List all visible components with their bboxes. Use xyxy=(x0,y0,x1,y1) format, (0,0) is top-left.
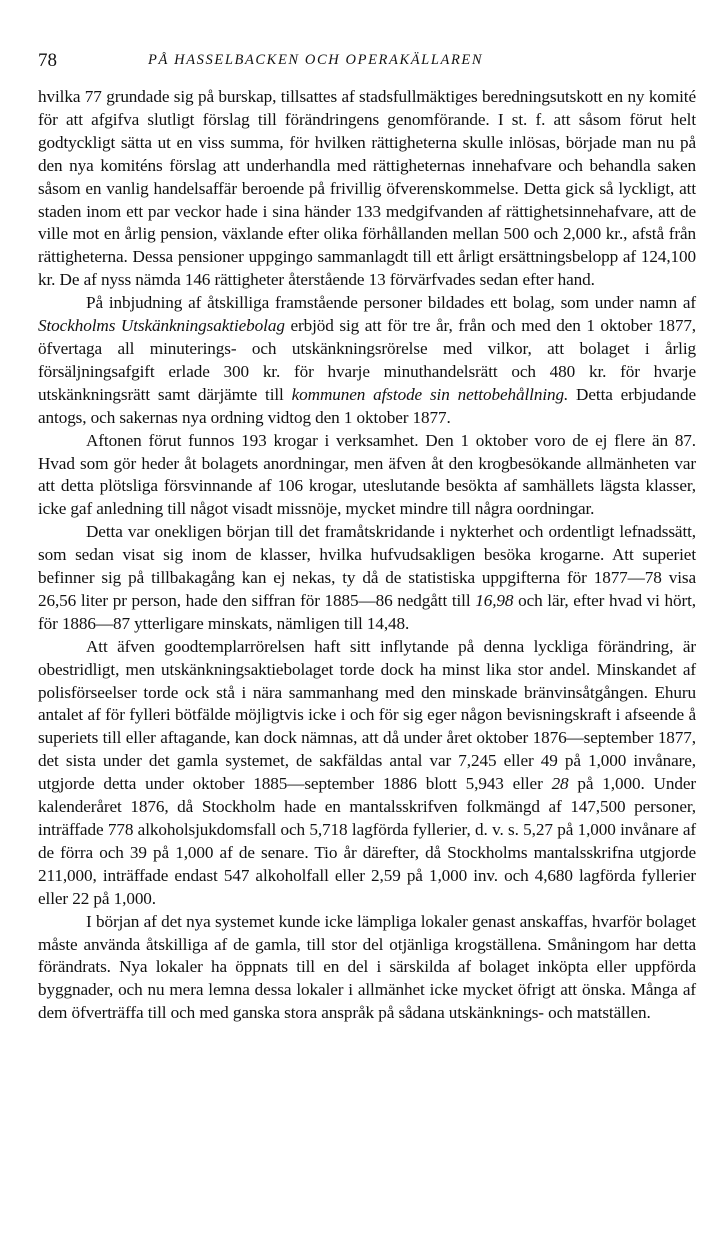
text-run: Att äfven goodtemplarrörelsen haft sitt inflytande på denna lyckliga förändring, är obestridligt, men utskänkningsaktiebolaget torde dock ha minst lika stor andel. Minskandet af polisförseelser torde ock stå i nära sammanhang med den minskade bränvinsåtgången. Ehuru antalet af för fylleri bötfälde möjligtvis icke i och för sig eger någon bevisningskraft i afseende å superiets till eller aftagande, kan dock nämnas, att då under året oktober 1876—september 1877, det sista under det gamla systemet, de sakfäldas antal var 7,245 eller 49 på 1,000 invånare, utgjorde detta under oktober 1885—september 1886 blott 5,943 eller xyxy=(38,636,696,794)
page-number: 78 xyxy=(38,50,57,71)
paragraph-1 xyxy=(38,86,696,292)
paragraph-5 xyxy=(38,636,696,911)
text-run: erbjöd sig att för tre år, från och med den 1 oktober 1877, öfvertaga all minuterings- och utskänkningsrörelse med vilkor, att bolaget i årlig försäljningsafgift erlade 300 kr. för hvarje minuthandelsrätt och 480 kr. för hvarje utskänkningsrätt samt därjämte till xyxy=(38,316,697,404)
paragraph-4 xyxy=(38,521,696,636)
text-run: Detta var onekligen början till det framåtskridande i nykterhet och ordentligt lefnadssätt, som sedan visat sig inom de klasser, hvilka hufvudsakligen besöka krogarne. Att superiet befinner sig på tillbakagång kan ej nekas, ty då de statistiska uppgifterna för 1877—78 visa 26,56 liter pr person, hade den siffran för 1885—86 nedgått till xyxy=(38,522,696,610)
paragraph-6 xyxy=(38,911,696,1026)
italic-number: 16,98 xyxy=(475,590,514,610)
paragraph-2 xyxy=(38,292,696,429)
running-head: PÅ HASSELBACKEN OCH OPERAKÄLLAREN xyxy=(148,52,484,68)
text-run: och lär, efter hvad vi hört, för 1886—87 ytterligare minskats, nämligen till 14,48. xyxy=(38,590,696,633)
paragraph-text: I början af det nya systemet kunde icke lämpliga lokaler genast anskaffas, hvarför bolaget måste använda åtskilliga af de gamla, till stor del otjänliga krogställena. Småningom har detta förändrats. Nya lokaler ha öppnats till en del i särskilda af bolaget inköpta eller uppförda byggnader, och nu mera lemna dessa lokaler i allmänhet icke mycket öfrigt att önska. Många af dem öfverträffa till och med ganska stora anspråk på sådana utskänknings- och matställen. xyxy=(38,911,696,1023)
italic-phrase: kommunen afstode sin nettobehållning. xyxy=(291,384,569,404)
text-run: Detta erbjudande antogs, och sakernas nya ordning vidtog den 1 oktober 1877. xyxy=(38,384,697,427)
body-text xyxy=(38,86,696,1025)
text-run: På inbjudning af åtskilliga framstående personer bildades ett bolag, som under namn af xyxy=(86,293,696,313)
paragraph-3 xyxy=(38,430,696,522)
text-run: på 1,000. Under kalenderåret 1876, då Stockholm hade en mantalsskrifven folkmängd af 147,500 personer, inträffade 778 alkoholsjukdomsfall och 5,718 lagförda fyllerier, d. v. s. 5,27 på 1,000 invånare af de förra och 39 på 1,000 af de senare. Tio år därefter, då Stockholms mantalsskrifna utgjorde 211,000, inträffade endast 547 alkoholfall eller 2,59 på 1,000 inv. och 4,680 lagförda fyllerier eller 22 på 1,000. xyxy=(38,774,696,908)
page-header xyxy=(38,50,698,74)
italic-number: 28 xyxy=(551,774,569,794)
italic-company-name: Stockholms Utskänkningsaktiebolag xyxy=(38,316,285,336)
paragraph-text: hvilka 77 grundade sig på burskap, tillsattes af stadsfullmäktiges beredningsutskott en ny komité för att afgifva slutligt förslag till förändringens genomförande. I st. f. att såsom förut helt godtyckligt sätta ut en viss summa, för hvilken rättigheterna skulle inlösas, började man nu på den nya komiténs förslag att underhandla med rättigheternas innehafvare och behandla saken såsom en vanlig handelsaffär beroende på frivillig öfverenskommelse. Detta gick så lyckligt, att staden inom ett par veckor hade i sina händer 133 medgifvanden af rättighetsinnehafvare, att de ville mot en årlig pension, växlande efter olika förhållanden mellan 500 och 2,000 kr., afstå från rättigheterna. Dessa pensioner uppgingo sammanlagdt till ett årligt ersättningsbelopp af 124,100 kr. De af nyss nämda 146 rättigheter återstående 13 förvärfvades sedan efter hand. xyxy=(38,87,696,290)
paragraph-text: Aftonen förut funnos 193 krogar i verksamhet. Den 1 oktober voro de ej flere än 87. Hvad som gör heder åt bolagets anordningar, men äfven åt den krogbesökande allmänheten var att detta plötsliga försvinnande af 106 krogar, uteslutande besökta af samhällets lägsta klasser, icke gaf anledning till något visadt missnöje, mycket mindre till några oordningar. xyxy=(38,430,696,519)
